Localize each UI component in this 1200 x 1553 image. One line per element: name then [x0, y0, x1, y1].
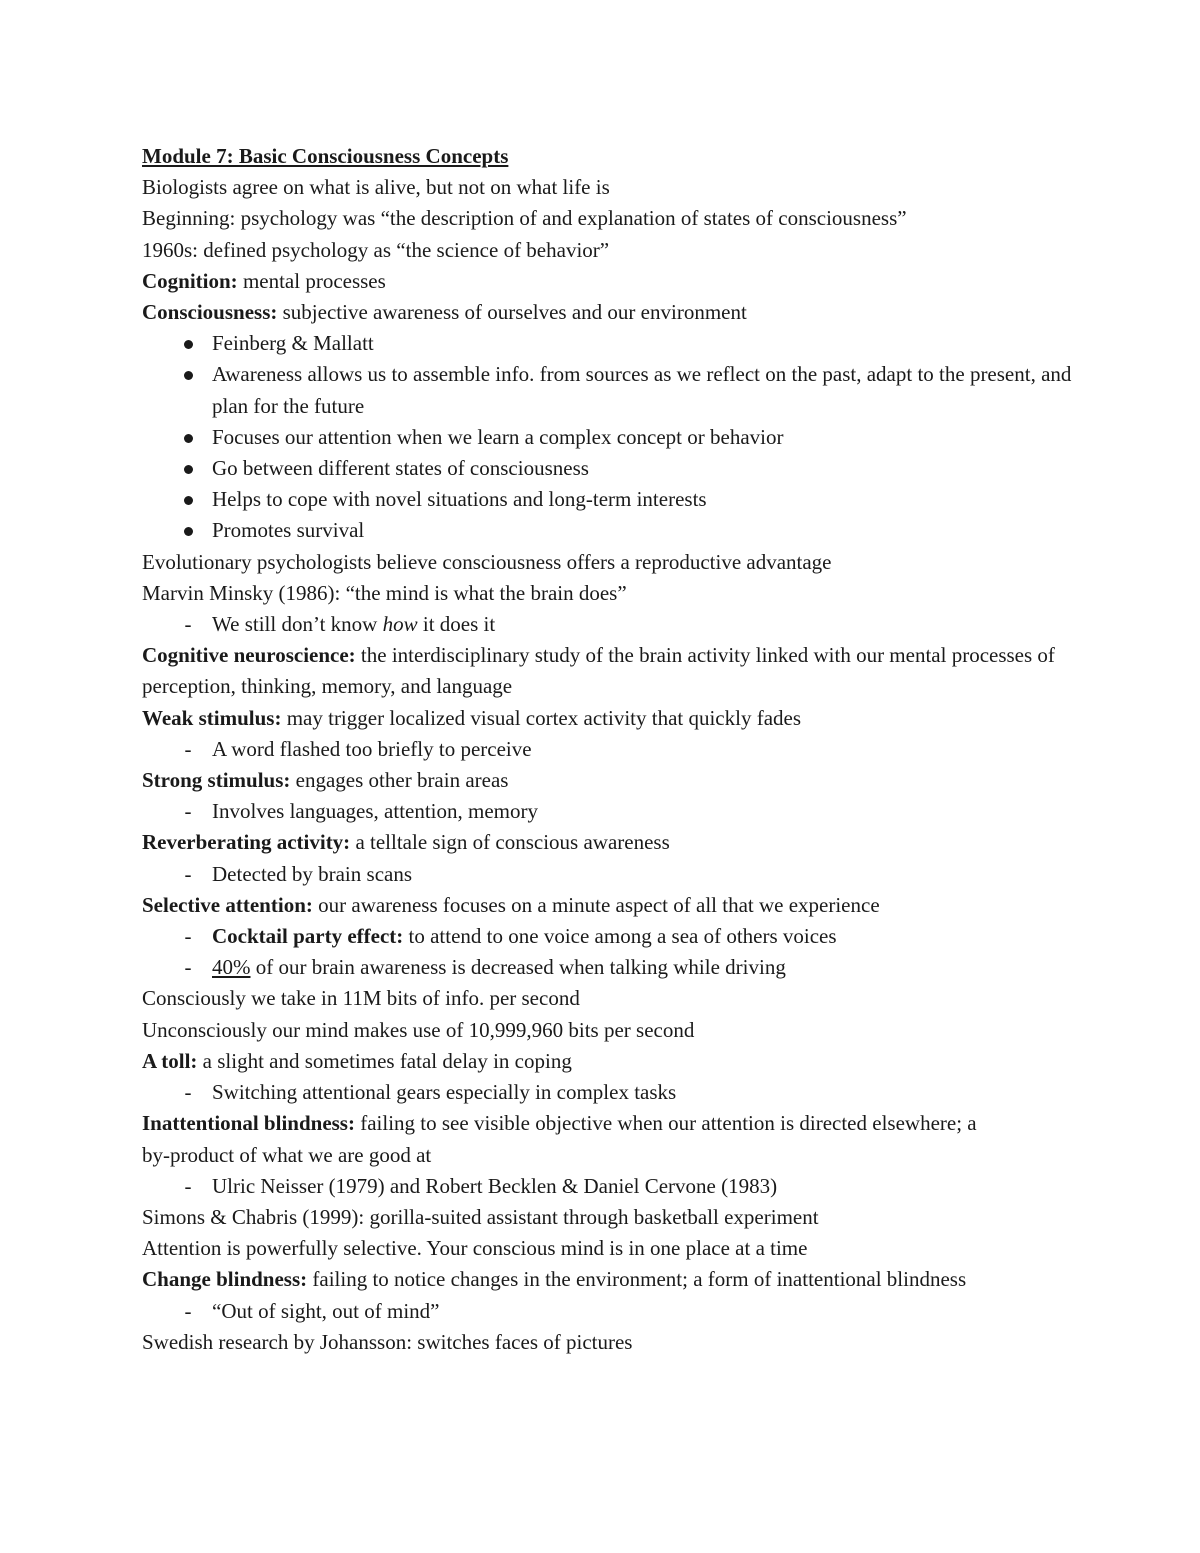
definition-cognition [142, 266, 1082, 297]
text-line: Beginning: psychology was “the description of and explanation of states of consciousness” [142, 206, 907, 231]
definition-weak-stimulus [142, 703, 1082, 734]
document-page [142, 141, 1082, 1358]
text-line: Swedish research by Johansson: switches faces of pictures [142, 1329, 633, 1354]
term: Consciousness: [142, 300, 278, 325]
dash-marker: - [184, 861, 192, 886]
text-line: Marvin Minsky (1986): “the mind is what the brain does” [142, 580, 627, 605]
bullet-text: Promotes survival [212, 518, 365, 543]
underlined-stat: 40% [212, 955, 251, 980]
bullet-item [142, 484, 1082, 515]
dash-item [142, 1296, 1082, 1327]
text-line: Simons & Chabris (1999): gorilla-suited assistant through basketball experiment [142, 1204, 819, 1229]
text-line: Unconsciously our mind makes use of 10,999,960 bits per second [142, 1017, 695, 1042]
dash-text: Detected by brain scans [212, 861, 413, 886]
bullet-item [142, 328, 1082, 359]
definition: to attend to one voice among a sea of others voices [403, 924, 837, 949]
term: Strong stimulus: [142, 768, 291, 793]
bullet-dot-icon [178, 515, 198, 546]
bullet-item [142, 359, 1082, 421]
text-line: Attention is powerfully selective. Your conscious mind is in one place at a time [142, 1236, 808, 1261]
bullet-text: Awareness allows us to assemble info. from sources as we reflect on the past, adapt to the present, and plan for the future [212, 362, 1072, 418]
dash-item [142, 609, 1082, 640]
dash-marker: - [184, 612, 192, 637]
definition: our awareness focuses on a minute aspect of all that we experience [312, 892, 880, 917]
definition-a-toll [142, 1046, 1082, 1077]
dash-marker: - [184, 736, 192, 761]
dash-item [142, 1171, 1082, 1202]
text-line: Evolutionary psychologists believe consciousness offers a reproductive advantage [142, 549, 832, 574]
dash-marker: - [184, 924, 192, 949]
bullet-dot-icon [178, 359, 198, 390]
dash-text: Involves languages, attention, memory [212, 799, 539, 824]
bullet-item [142, 422, 1082, 453]
definition: engages other brain areas [290, 768, 509, 793]
text-line: Biologists agree on what is alive, but not on what life is [142, 175, 610, 200]
text-line: Consciously we take in 11M bits of info. per second [142, 986, 580, 1011]
dash-marker: - [184, 1173, 192, 1198]
dash-marker: - [184, 1080, 192, 1105]
dash-item [142, 1077, 1082, 1108]
term: Weak stimulus: [142, 705, 282, 730]
dash-text: A word flashed too briefly to perceive [212, 736, 532, 761]
text-line: 1960s: defined psychology as “the science of behavior” [142, 237, 610, 262]
dash-item [142, 921, 1082, 952]
term: Cognitive neuroscience: [142, 643, 356, 668]
dash-text: We still don’t know [212, 612, 383, 637]
dash-item [142, 859, 1082, 890]
dash-item [142, 796, 1082, 827]
bullet-item [142, 515, 1082, 546]
definition-cognitive-neuroscience [142, 640, 1082, 702]
definition: a telltale sign of conscious awareness [350, 830, 670, 855]
module-title: Module 7: Basic Consciousness Concepts [142, 144, 509, 168]
term: Change blindness: [142, 1267, 308, 1292]
bullet-item [142, 453, 1082, 484]
definition-consciousness [142, 297, 1082, 328]
definition-reverberating-activity [142, 827, 1082, 858]
dash-item [142, 952, 1082, 983]
dash-text: of our brain awareness is decreased when talking while driving [250, 955, 786, 980]
dash-text: Switching attentional gears especially in complex tasks [212, 1080, 677, 1105]
dash-marker: - [184, 955, 192, 980]
bullet-dot-icon [178, 328, 198, 359]
bullet-dot-icon [178, 484, 198, 515]
dash-text: Ulric Neisser (1979) and Robert Becklen & Daniel Cervone (1983) [212, 1173, 778, 1198]
term: Cognition: [142, 268, 238, 293]
definition: failing to see visible objective when our attention is directed elsewhere; a by-product of what we are good at [142, 1111, 977, 1167]
bullet-dot-icon [178, 422, 198, 453]
dash-text: it does it [417, 612, 496, 637]
emphasis-text: how [382, 612, 418, 637]
bullet-text: Go between different states of consciousness [212, 456, 589, 481]
dash-text: “Out of sight, out of mind” [212, 1298, 440, 1323]
bullet-dot-icon [178, 453, 198, 484]
term: Inattentional blindness: [142, 1111, 355, 1136]
definition-strong-stimulus [142, 765, 1082, 796]
definition: the interdisciplinary study of the brain activity linked with our mental processes of perception, thinking, memory, and language [142, 643, 1055, 699]
definition: a slight and sometimes fatal delay in coping [197, 1048, 572, 1073]
bullet-text: Helps to cope with novel situations and long-term interests [212, 487, 707, 512]
definition: may trigger localized visual cortex activity that quickly fades [281, 705, 802, 730]
dash-marker: - [184, 799, 192, 824]
dash-item [142, 734, 1082, 765]
term: Selective attention: [142, 892, 313, 917]
bullet-text: Feinberg & Mallatt [212, 331, 374, 356]
definition: failing to notice changes in the environment; a form of inattentional blindness [307, 1267, 967, 1292]
bullet-text: Focuses our attention when we learn a complex concept or behavior [212, 424, 784, 449]
definition-selective-attention [142, 890, 1082, 921]
definition-change-blindness [142, 1264, 992, 1295]
dash-marker: - [184, 1298, 192, 1323]
definition-inattentional-blindness [142, 1108, 982, 1170]
term: Cocktail party effect: [212, 924, 404, 949]
definition: mental processes [237, 268, 386, 293]
term: A toll: [142, 1048, 198, 1073]
definition: subjective awareness of ourselves and our environment [277, 300, 747, 325]
term: Reverberating activity: [142, 830, 351, 855]
